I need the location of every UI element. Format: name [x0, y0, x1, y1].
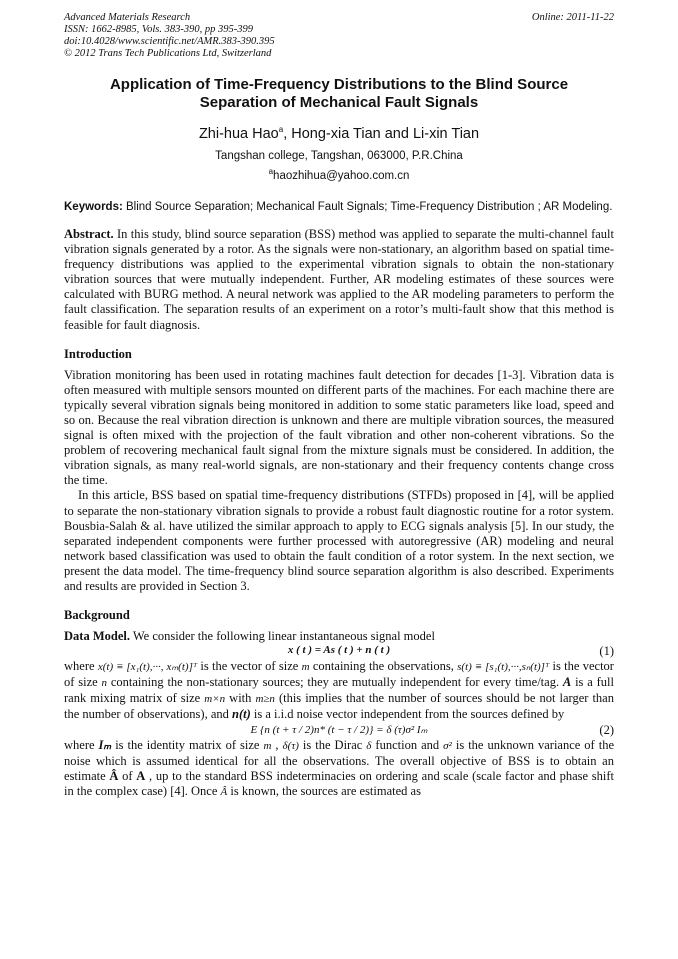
text-run: is a i.i.d noise vector independent from the sources defined by — [250, 707, 565, 722]
title-line-2: Separation of Mechanical Fault Signals — [199, 94, 479, 111]
equation-2-body: E {n (t + τ / 2)n* (t − τ / 2)} = δ (τ)σ² Iₘ — [250, 723, 428, 736]
issn-line: ISSN: 1662-8985, Vols. 383-390, pp 395-399 — [64, 24, 253, 35]
text-run: , up to the standard BSS indeterminacies on ordering and scale (scale factor and phase shift in the complex case) [4]. Once — [64, 768, 614, 798]
where-paragraph-1 — [64, 659, 614, 722]
intro-paragraph-2: In this article, BSS based on spatial time-frequency distributions (STFDs) proposed in [4], will be applied to separate the non-stationary vibration signals to provide a robust fault diagnostic routine for a rotor system. Bousbia-Salah & al. have utilized the similar approach to apply to ECG signals analysis [5]. In our study, the separated independent components were further processed with autoregressive (AR) modeling and neural network based classification was used to obtain the fault condition of a rotor system. In the next section, we present the data model. The time-frequency blind source separation algorithm is also described. Experiments and results are provided in Section 3. — [64, 488, 614, 593]
math-delta: δ — [366, 739, 372, 752]
data-model-label: Data Model. — [64, 629, 130, 644]
keywords-text: Blind Source Separation; Mechanical Fault Signals; Time-Frequency Distribution ; AR Modeling. — [122, 201, 613, 213]
text-run: is the vector of size — [197, 659, 302, 674]
author-first: Zhi-hua Hao — [198, 126, 279, 142]
section-heading-introduction: Introduction — [64, 346, 132, 361]
data-model-text: We consider the following linear instantaneous signal model — [129, 629, 435, 644]
math-m: m — [263, 739, 272, 752]
text-run: is the unknown variance of the noise which is assumed identical for all the observations. The overall objective of BSS is to obtain an estimate — [64, 737, 614, 783]
abstract-label: Abstract. — [64, 227, 114, 241]
keywords-label: Keywords: — [64, 201, 123, 213]
copyright-line: © 2012 Trans Tech Publications Ltd, Switzerland — [64, 48, 272, 59]
paper-page — [64, 12, 614, 800]
math-m-by-n: m×n — [204, 693, 226, 706]
email-line — [64, 167, 614, 182]
text-run: containing the observations, — [309, 659, 458, 674]
equation-2 — [64, 723, 614, 738]
text-run: (this implies that the number of sources should be not larger than the number of observations), and — [64, 691, 614, 722]
math-sigma-squared: σ² — [443, 739, 452, 752]
affiliation: Tangshan college, Tangshan, 063000, P.R.China — [215, 150, 463, 162]
abstract — [64, 227, 614, 333]
math-m: m — [301, 661, 310, 674]
math-A-hat: Â — [109, 768, 119, 783]
text-run: where — [64, 737, 99, 752]
math-A: A — [562, 675, 572, 690]
text-run: where — [64, 659, 98, 674]
math-s-vector: s(t) ≡ [s₁(t),···,sₙ(t)]ᵀ — [457, 661, 550, 674]
author-superscript: a — [278, 125, 284, 135]
email-address: haozhihua@yahoo.com.cn — [273, 170, 410, 182]
journal-header — [64, 12, 614, 60]
math-m-ge-n: m≥n — [255, 693, 275, 706]
abstract-text: In this study, blind source separation (BSS) method was applied to separate the multi-channel fault vibration signals generated by a rotor. As the signals were non-stationary, an algorithm based on spatial time-frequency distributions was applied to the experimental vibration signals to obtain the non-stationary vibration sources that were mutually independent. Further, AR modeling estimates of these sources were calculated with BURG method. A neural network was applied to the AR modeling parameters to perform the fault classification. The separation results of an experiment on a rotor’s multi-fault show that this method is feasible for fault diagnosis. — [64, 227, 614, 332]
text-run: is the vector of size — [64, 659, 614, 690]
text-run: is a full rank mixing matrix of size — [64, 675, 614, 706]
text-run: , — [271, 737, 283, 752]
text-run: function and — [371, 737, 444, 752]
text-run: is known, the sources are estimated as — [227, 783, 421, 798]
math-A-bold: A — [136, 768, 146, 783]
author-list — [64, 126, 614, 142]
intro-paragraph-1: Vibration monitoring has been used in rotating machines fault detection for decades [1-3]. Vibration data is often measured with multiple sensors mounted on different parts of the machines. For each machine there are typically several vibration signals being monitored in addition to some static parameters like load, speed and so on. Because the real vibration direction is unknown and there are multiple vibration sources, the measured signal is often mixed with the projection of the fault vibration and other non-coherent vibrations. So the problem of recovering mechanical fault signal from the mixture signals must be considered. In addition, the vibration signals, as many real-world signals, are non-stationary and their frequency contents change cross the time. — [64, 367, 614, 488]
paper-title — [64, 76, 614, 112]
doi-line: doi:10.4028/www.scientific.net/AMR.383-390.395 — [64, 36, 275, 47]
text-run: of — [118, 768, 137, 783]
equation-1 — [64, 644, 614, 659]
equation-1-number: (1) — [599, 644, 614, 659]
math-delta-tau: δ(τ) — [282, 739, 299, 752]
title-line-1: Application of Time-Frequency Distributions to the Blind Source — [109, 76, 569, 93]
data-model-intro — [64, 629, 614, 644]
math-x-vector: x(t) ≡ [x₁(t),···, xₘ(t)]ᵀ — [97, 661, 198, 674]
online-date: Online: 2011-11-22 — [531, 12, 614, 23]
section-heading-background: Background — [64, 608, 130, 623]
math-A-hat-2: Â — [220, 785, 228, 798]
keywords — [64, 200, 614, 215]
math-identity: Iₘ — [98, 737, 112, 752]
equation-1-body: x ( t ) = As ( t ) + n ( t ) — [287, 644, 391, 657]
math-n: n — [101, 677, 108, 690]
where-paragraph-2 — [64, 738, 614, 800]
text-run: containing the non-stationary sources; they are mutually independent for every time/tag. — [107, 675, 563, 690]
equation-2-number: (2) — [599, 722, 614, 737]
math-noise: n(t) — [232, 707, 251, 722]
email-superscript: a — [268, 167, 274, 177]
text-run: with — [225, 691, 256, 706]
text-run: is the identity matrix of size — [111, 737, 264, 752]
journal-name: Advanced Materials Research — [64, 12, 191, 23]
text-run: is the Dirac — [298, 737, 367, 752]
author-rest: , Hong-xia Tian and Li-xin Tian — [283, 126, 480, 142]
